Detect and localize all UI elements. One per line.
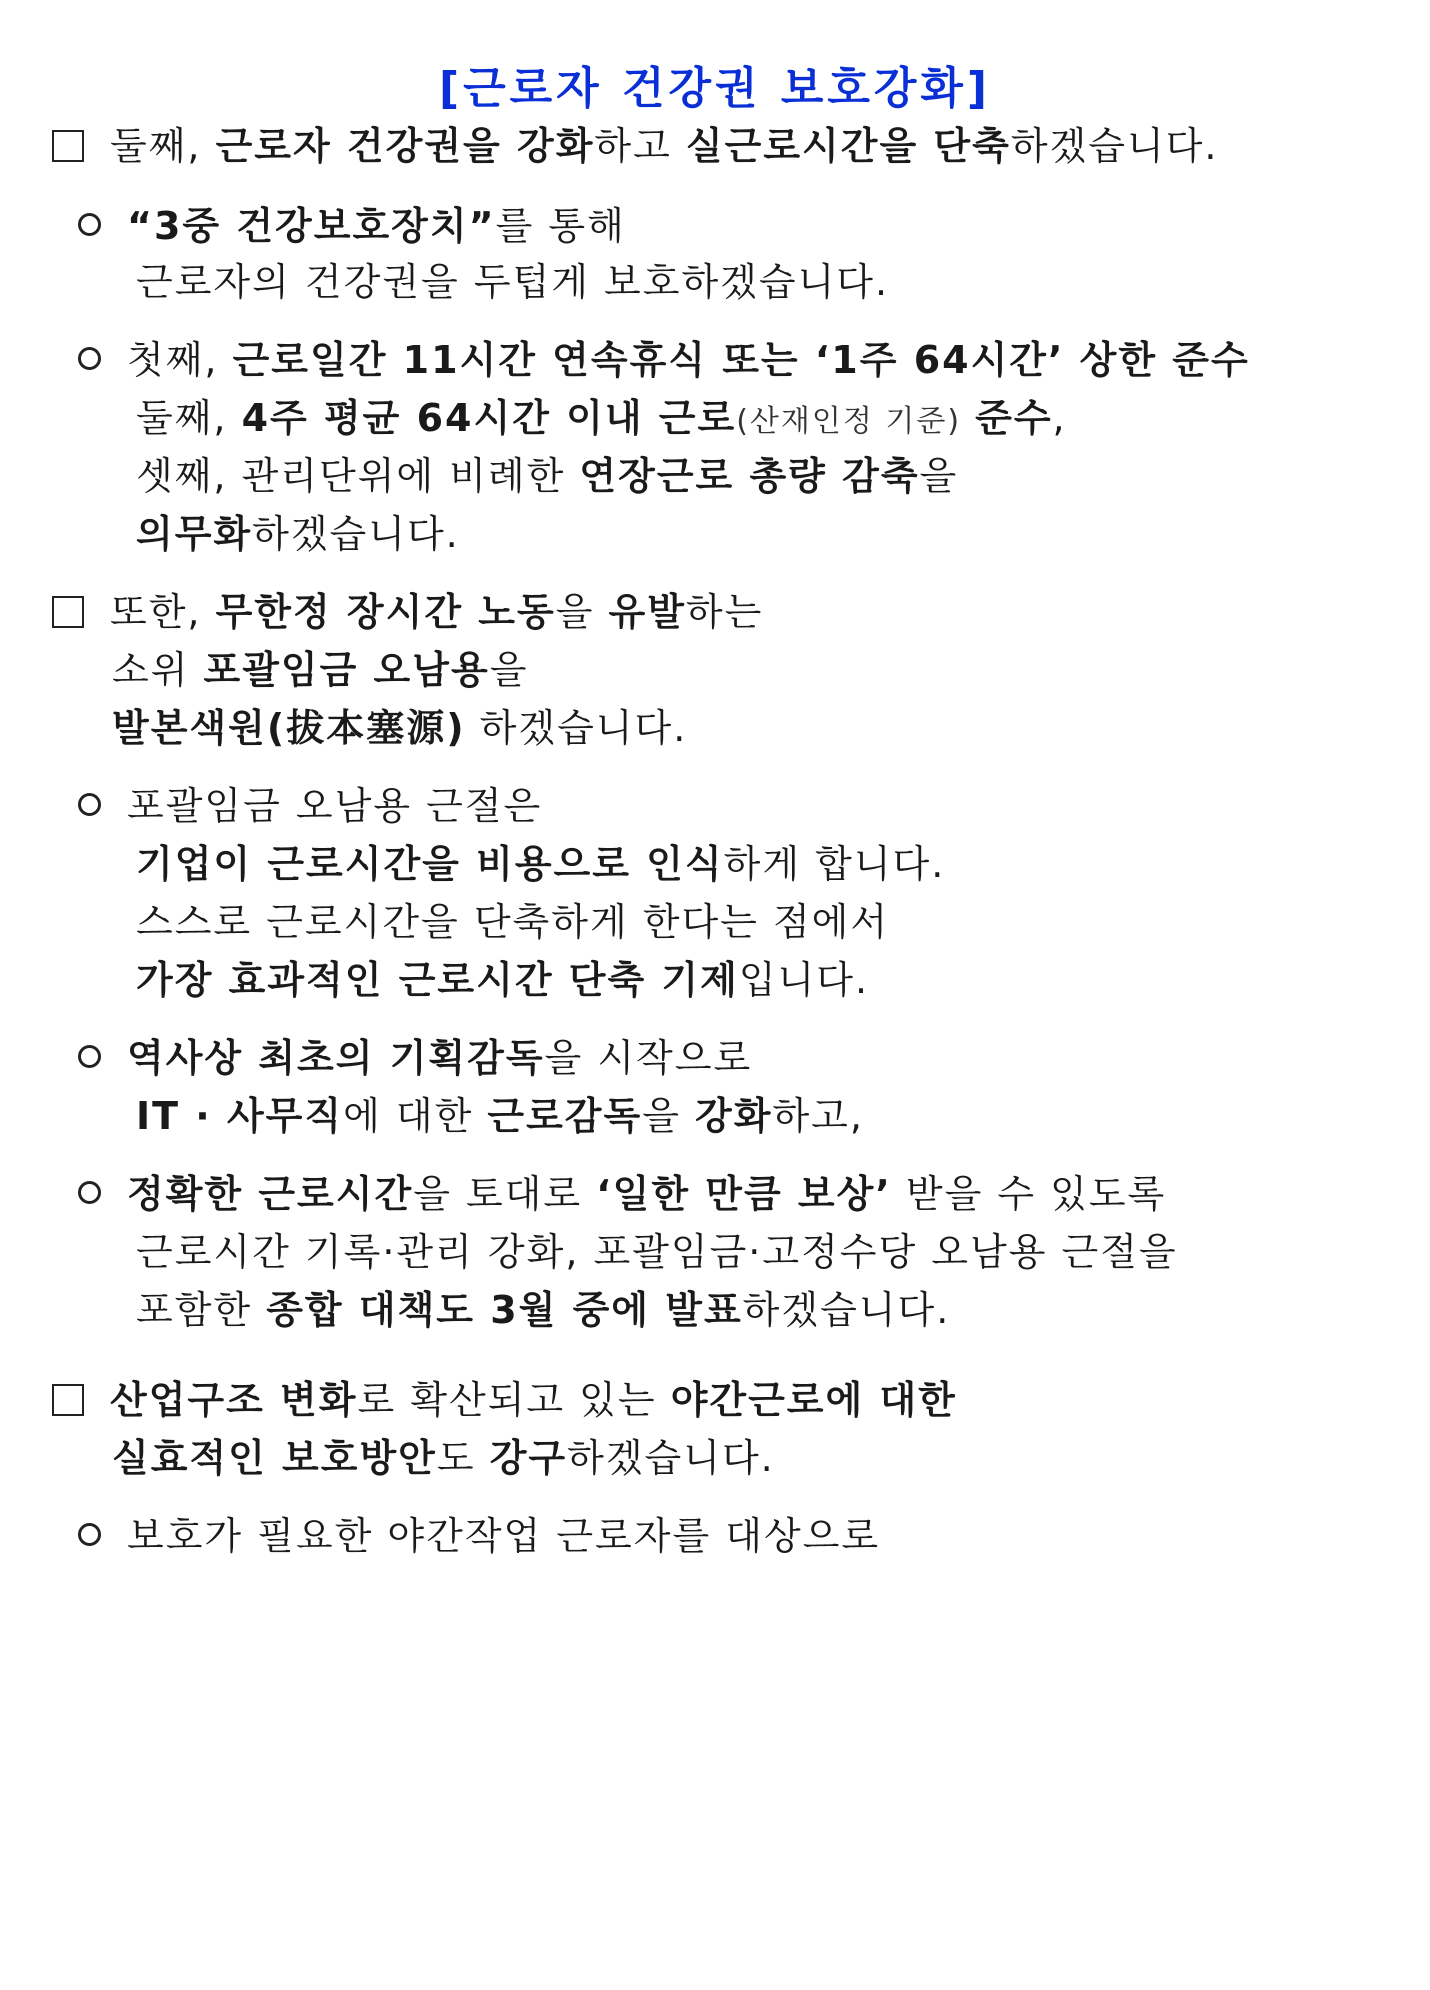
text-line: 포함한 종합 대책도 3월 중에 발표하겠습니다. [136, 1288, 951, 1332]
bullet-circle-line: 역사상 최초의 기획감독을 시작으로 [78, 1034, 752, 1082]
text-line: 둘째, 4주 평균 64시간 이내 근로(산재인정 기준) 준수, [136, 396, 1067, 440]
bullet-box-line: 둘째, 근로자 건강권을 강화하고 실근로시간을 단축하겠습니다. [52, 122, 1218, 170]
text-line: 근로시간 기록·관리 강화, 포괄임금·고정수당 오남용 근절을 [136, 1230, 1178, 1274]
circle-bullet-icon [78, 793, 101, 816]
text-line: 셋째, 관리단위에 비례한 연장근로 총량 감축을 [136, 454, 959, 498]
text-line: 소위 포괄임금 오남용을 [112, 648, 529, 692]
circle-bullet-icon [78, 1181, 101, 1204]
bullet-circle-line: “3중 건강보호장치”를 통해 [78, 202, 626, 250]
page-title: [근로자 건강권 보호강화] [439, 63, 991, 114]
text-line: 실효적인 보호방안도 강구하겠습니다. [112, 1436, 775, 1480]
circle-bullet-icon [78, 347, 101, 370]
square-bullet-icon [52, 596, 84, 628]
bullet-box-line: 산업구조 변화로 확산되고 있는 야간근로에 대한 [52, 1376, 957, 1424]
square-bullet-icon [52, 1384, 84, 1416]
bullet-circle-line: 첫째, 근로일간 11시간 연속휴식 또는 ‘1주 64시간’ 상한 준수 [78, 336, 1250, 384]
text-line: 의무화하겠습니다. [136, 512, 460, 556]
bullet-circle-line: 보호가 필요한 야간작업 근로자를 대상으로 [78, 1512, 880, 1560]
text-line: 가장 효과적인 근로시간 단축 기제입니다. [136, 958, 870, 1002]
circle-bullet-icon [78, 213, 101, 236]
text-line: 스스로 근로시간을 단축하게 한다는 점에서 [136, 900, 890, 944]
square-bullet-icon [52, 130, 84, 162]
bullet-circle-line: 정확한 근로시간을 토대로 ‘일한 만큼 보상’ 받을 수 있도록 [78, 1170, 1166, 1218]
bullet-box-line: 또한, 무한정 장시간 노동을 유발하는 [52, 588, 763, 636]
text-line: IT · 사무직에 대한 근로감독을 강화하고, [136, 1094, 864, 1138]
circle-bullet-icon [78, 1045, 101, 1068]
circle-bullet-icon [78, 1523, 101, 1546]
bullet-circle-line: 포괄임금 오남용 근절은 [78, 782, 542, 830]
text-line: 기업이 근로시간을 비용으로 인식하게 합니다. [136, 842, 946, 886]
text-line: 근로자의 건강권을 두텁게 보호하겠습니다. [136, 260, 890, 304]
text-line: 발본색원(拔本塞源) 하겠습니다. [112, 706, 688, 750]
